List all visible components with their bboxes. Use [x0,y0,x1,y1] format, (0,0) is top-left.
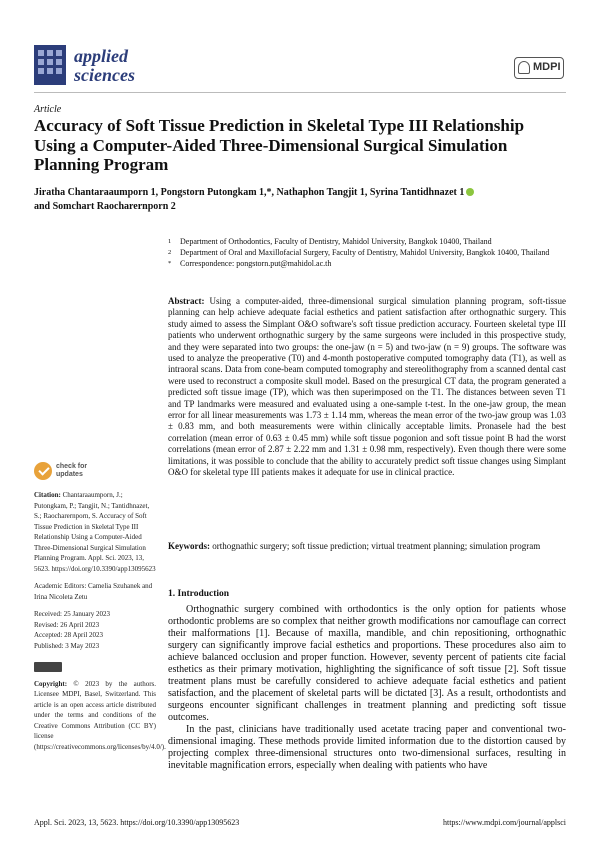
affiliation-number: 2 [168,249,172,256]
journal-logo [34,45,66,85]
citation-label: Citation: [34,491,61,499]
abstract [168,296,566,479]
affiliation-number: * [168,260,172,267]
author-list [34,186,564,214]
citation [34,490,156,574]
abstract-text: Using a computer-aided, three-dimensional surgical simulation planning program, soft-tissue planning can help achieve adequate facial esthetics and patient satisfaction after orthognathic surgery. This study aimed to assess the Simplant O&O software's soft tissue prediction accuracy. Fourteen skeletal type III patients who underwent orthognathic surgery by the same surgeons were included in this prospective study, and they were separated into two groups: the one-jaw (n = 5) and two-jaw (n = 9) groups. The software was used to analyze the preoperative (T0) and 4-month postoperative computed tomography data (T1), as well as intraoral scans. Data from cone-beam computed tomography and stereolithography from a scanned dental cast were used to reconstruct a composite skull model. Based on the presurgical CT data, the program generated a predicted soft tissue image (TP), which was then superimposed on the T1. The distances between seven T1 and TP landmarks were measured and evaluated using a one-sample t-test. In the one-jaw group, the mean error for all linear measurements was 1.73 ± 1.14 mm, whereas the mean error of the two-jaw group was 1.03 ± 0.83 mm, and both measurements were within clinically acceptable limits. Pronasele had the best correlation (mean error of 0.63 ± 0.45 mm) while soft tissue pogonion and soft tissue point B had the worst correlations (mean error of 2.87 ± 2.22 mm and 1.31 ± 0.98 mm, respectively). Even though there were some limitations, it was possible to conclude that the ability to accurately predict soft tissue changes using Simplant O&O for skeletal type III patients makes it adequate for use in clinical practice. [168,296,567,478]
keywords [168,541,566,552]
affiliation-number: 1 [168,238,172,245]
authors-line1: Jiratha Chantaraaumporn 1, Pongstorn Putongkam 1,*, Nathaphon Tangjit 1, Syrina Tantidhnazet 1 [34,187,465,198]
article-info-sidebar [34,490,166,759]
correspondence-email[interactable]: Correspondence: pongstorn.put@mahidol.ac.th [180,259,332,268]
academic-editors: Academic Editors: Camelia Szuhanek and Irina Nicoleta Zetu [34,582,153,601]
cc-by-license-icon[interactable] [34,662,62,672]
citation-text: Chantaraaumporn, J.; Putongkam, P.; Tangjit, N.; Tantidhnazet, S.; Raocharernporn, S. Accuracy of Soft Tissue Prediction in Skeletal Type III Relationship Using a Computer-Aided Three-Dimensional Surgical Simulation Planning Program. Appl. Sci. 2023, 13, 5623. https://doi.org/10.3390/app13095623 [34,491,156,573]
publisher-logo [514,57,564,79]
article-title: Accuracy of Soft Tissue Prediction in Skeletal Type III Relationship Using a Computer-Aided Three-Dimensional Surgical Simulation Planning Program [34,116,525,174]
publisher-mark-icon [518,61,530,74]
section-heading: 1. Introduction [168,589,230,599]
journal-name [74,47,135,85]
abstract-label: Abstract: [168,296,205,306]
check-for-updates-button[interactable] [34,462,104,484]
paragraph: Orthognathic surgery combined with orthodontics is the only option for patients whose orthodontic problems are so complex that neither growth modifications nor camouflage can correct their malformations [1]. Because of maxilla, mandible, and chin repositioning, orthognathic surgery can significantly improve facial esthetics and proportions. These procedures also aim to achieve balanced occlusion and proper function. However, seventy percent of patients cite facial esthetics as their primary motivation, highlighting the significance of soft tissue [2]. Soft tissue treatment plans must be carefully considered to achieve adequate facial esthetics and patient satisfaction, and the placement of skeletal parts will be dictated [3]. As a result, orthodontists and surgeons encounter significant challenges in treatment planning and predicting soft tissue outcomes. [168,604,566,723]
received-date: Received: 25 January 2023 [34,610,111,618]
check-updates-label: check for updates [56,463,88,478]
header-divider [34,92,566,93]
affiliation-text: Department of Oral and Maxillofacial Surgery, Faculty of Dentistry, Mahidol University, Bangkok 10400, Thailand [180,248,550,257]
article-type: Article [34,104,62,115]
footer-journal-link[interactable]: https://www.mdpi.com/journal/applsci [442,818,566,827]
keywords-label: Keywords: [168,541,210,551]
affiliation-text: Department of Orthodontics, Faculty of Dentistry, Mahidol University, Bangkok 10400, Thailand [180,237,492,246]
introduction-body [168,604,566,772]
copyright-text: © 2023 by the authors. Licensee MDPI, Basel, Switzerland. This article is an open access article distributed under the terms and conditions of the Creative Commons Attribution (CC BY) license (https://creativecommons.org/licenses/by/4.0/). [34,679,166,751]
orcid-icon[interactable] [466,188,474,196]
journal-name-line2: sciences [74,65,135,85]
affiliation-item [168,247,568,258]
accepted-date: Accepted: 28 April 2023 [34,631,104,639]
keywords-text: orthognathic surgery; soft tissue prediction; virtual treatment planning; simulation program [212,541,541,551]
published-date: Published: 3 May 2023 [34,641,100,650]
check-updates-icon [34,462,52,480]
journal-name-line1: applied [74,46,128,66]
copyright-label: Copyright: [34,679,68,688]
affiliations [168,236,568,269]
correspondence [168,258,568,269]
authors-line2: and Somchart Raocharernporn 2 [34,201,176,212]
affiliation-item [168,236,568,247]
copyright [34,679,166,753]
publisher-name: MDPI [533,61,561,73]
revised-date: Revised: 26 April 2023 [34,620,100,629]
paragraph: In the past, clinicians have traditionally used acetate tracing paper and conventional two-dimensional imaging. These methods provide limited information due to the distortion caused by projecting complex three-dimensional structures onto two-dimensional surfaces, resulting in inevitable magnification errors, especially when dealing with patients who have [168,724,566,771]
footer-citation[interactable]: Appl. Sci. 2023, 13, 5623. https://doi.org/10.3390/app13095623 [34,818,240,827]
